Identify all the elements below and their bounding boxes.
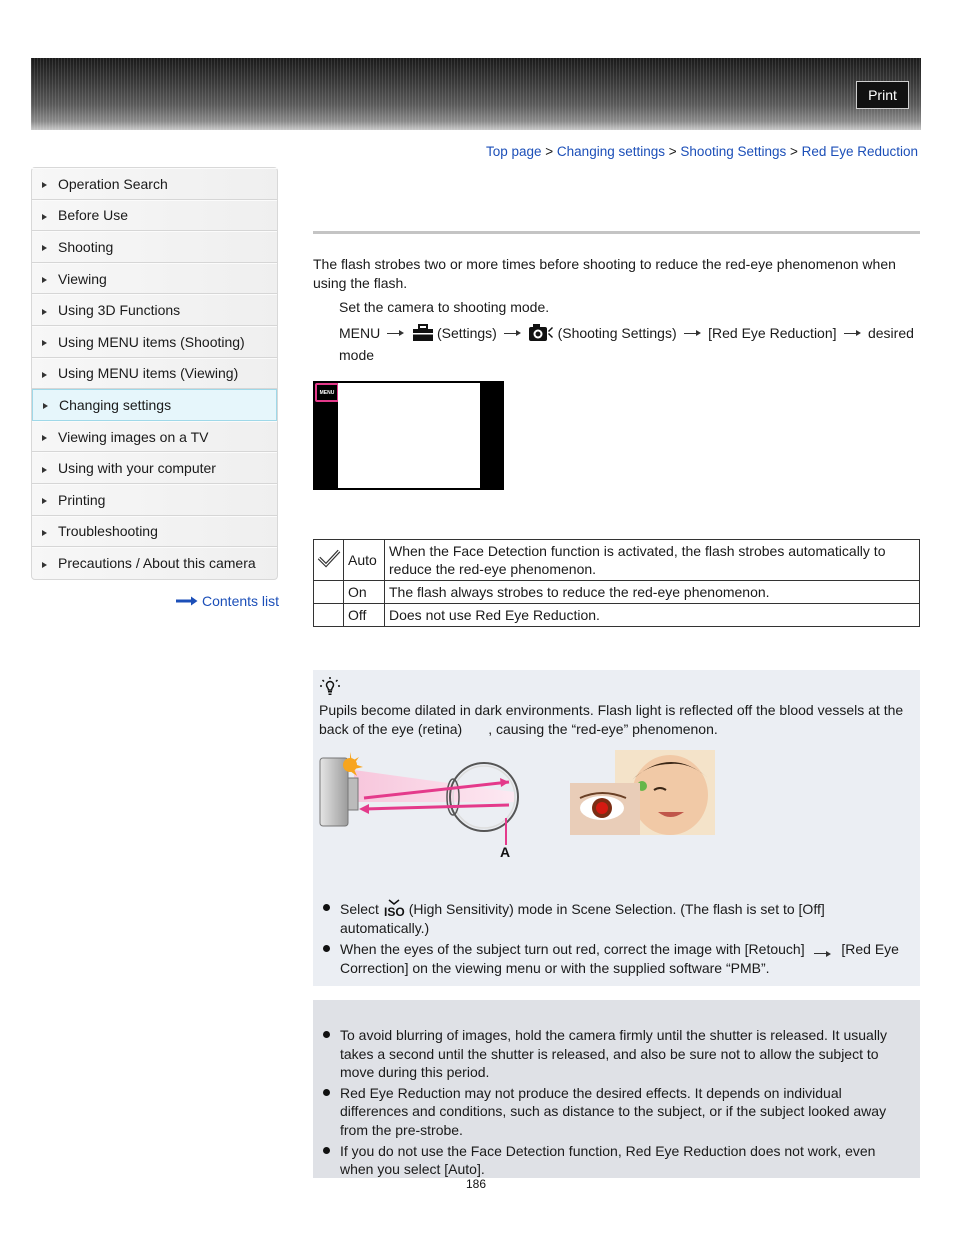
- sidebar-item-viewing-tv[interactable]: [32, 421, 277, 453]
- sidebar-item-label: Troubleshooting: [58, 523, 158, 540]
- sidebar-item-menu-shooting[interactable]: [32, 326, 277, 358]
- sidebar-item-before-use[interactable]: [32, 200, 277, 232]
- breadcrumb: [486, 144, 918, 159]
- sidebar-item-label: Using MENU items (Viewing): [58, 365, 239, 382]
- camera-screen-illustration: [313, 381, 504, 490]
- sidebar-item-menu-viewing[interactable]: [32, 358, 277, 390]
- option-description: The flash always strobes to reduce the red-eye phenomenon.: [385, 581, 920, 604]
- arrow-right-icon: [42, 182, 47, 188]
- intro-text: The flash strobes two or more times before shooting to reduce the red-eye phenomenon when using the flash.: [313, 256, 896, 291]
- arrow-right-icon: [504, 330, 521, 336]
- sidebar-item-3d-functions[interactable]: [32, 294, 277, 326]
- sidebar-item-printing[interactable]: [32, 484, 277, 516]
- option-name: Off: [344, 604, 385, 627]
- camera-settings-icon: [528, 323, 554, 343]
- hint-bullet-list: [319, 899, 909, 980]
- iso-high-sensitivity-icon: [383, 899, 405, 917]
- arrow-right-icon: [844, 330, 861, 336]
- list-item: Select ISO (High Sensitivity) mode in Scene Selection. (The flash is set to [Off] automatically.): [319, 899, 909, 938]
- arrow-right-icon: [42, 214, 47, 220]
- sidebar-item-label: Printing: [58, 491, 106, 508]
- breadcrumb-shooting-settings[interactable]: Shooting Settings: [680, 144, 787, 159]
- arrow-right-icon: [42, 277, 47, 283]
- sidebar-item-label: Using MENU items (Shooting): [58, 333, 245, 350]
- arrow-right-icon: [42, 435, 47, 441]
- contents-list-label: Contents list: [202, 593, 280, 609]
- child-face-image: [570, 750, 715, 845]
- sidebar-item-shooting[interactable]: [32, 231, 277, 263]
- checkmark-icon: [317, 548, 341, 568]
- breadcrumb-separator: >: [668, 144, 677, 159]
- arrow-right-icon: [43, 403, 48, 409]
- arrow-right-icon: [42, 467, 47, 473]
- options-table: [313, 539, 920, 627]
- sidebar-item-viewing[interactable]: [32, 263, 277, 295]
- settings-label: (Settings): [436, 325, 497, 341]
- notes-list: [319, 1026, 909, 1181]
- option-name: On: [344, 581, 385, 604]
- list-item: Red Eye Reduction may not produce the desired effects. It depends on individual differences and conditions, such as distance to the subject, or if the subject looked away from the pre-strobe.: [319, 1084, 909, 1140]
- step-1-text: Set the camera to shooting mode.: [339, 299, 550, 315]
- sidebar-item-label: Operation Search: [58, 175, 168, 192]
- breadcrumb-separator: >: [545, 144, 554, 159]
- table-row: [314, 581, 920, 604]
- step-2-instructions: [339, 322, 914, 366]
- sidebar-item-troubleshooting[interactable]: [32, 516, 277, 548]
- mode-label: mode: [339, 347, 375, 363]
- breadcrumb-red-eye-reduction[interactable]: Red Eye Reduction: [801, 144, 918, 159]
- sidebar-item-computer[interactable]: [32, 452, 277, 484]
- arrow-right-icon: [42, 340, 47, 346]
- sidebar-item-label: Using with your computer: [58, 460, 216, 477]
- desired-label: desired: [867, 325, 914, 341]
- notes-box: [313, 1000, 920, 1178]
- hint-text: Pupils become dilated in dark environments. Flash light is reflected off the blood vessels at the back of the eye (retina) , causing the “red-eye” phenomenon.: [319, 702, 904, 737]
- arrow-right-icon: [387, 330, 404, 336]
- header-bar: [31, 58, 921, 130]
- sidebar-item-label: Viewing images on a TV: [58, 428, 209, 445]
- sidebar-item-label: Changing settings: [59, 396, 172, 413]
- title-divider: [313, 231, 920, 234]
- arrow-right-icon: [42, 309, 47, 315]
- option-description: Does not use Red Eye Reduction.: [385, 604, 920, 627]
- red-eye-example-photos: [570, 750, 715, 845]
- shooting-settings-label: (Shooting Settings): [557, 325, 677, 341]
- breadcrumb-top-page[interactable]: Top page: [485, 144, 542, 159]
- lightbulb-icon: [319, 676, 341, 698]
- table-row: [314, 540, 920, 581]
- arrow-right-icon: [42, 562, 47, 568]
- list-item: When the eyes of the subject turn out red, correct the image with [Retouch] [Red Eye Correction] on the viewing menu or with the supplied software “PMB”.: [319, 940, 909, 978]
- arrow-right-icon: [684, 330, 701, 336]
- arrow-right-icon: [176, 596, 198, 606]
- menu-button-highlight: MENU: [315, 383, 339, 402]
- red-eye-diagram: [319, 750, 529, 860]
- sidebar-item-changing-settings[interactable]: [32, 389, 277, 421]
- svg-text:ISO: ISO: [383, 905, 405, 917]
- menu-label: MENU: [339, 325, 381, 341]
- contents-list-link[interactable]: [176, 593, 279, 609]
- arrow-right-icon: [814, 951, 831, 957]
- list-item: To avoid blurring of images, hold the camera firmly until the shutter is released. It usually takes a second until the shutter is released, and also be sure not to allow the subject to move during this period.: [319, 1026, 909, 1082]
- empty-cell: [314, 581, 344, 604]
- sidebar-item-operation-search[interactable]: [32, 168, 277, 200]
- hint-box: [313, 670, 920, 986]
- arrow-right-icon: [42, 372, 47, 378]
- sidebar-item-label: Precautions / About this camera: [58, 555, 256, 572]
- empty-cell: [314, 604, 344, 627]
- table-row: [314, 604, 920, 627]
- screen-display-area: [338, 383, 480, 488]
- sidebar-item-precautions[interactable]: [32, 547, 277, 579]
- sidebar-item-label: Shooting: [58, 238, 114, 255]
- page-number: 186: [466, 1177, 487, 1191]
- toolbox-icon: [412, 324, 434, 342]
- sidebar-nav: [31, 167, 278, 580]
- option-description: When the Face Detection function is activated, the flash strobes automatically to reduce the red-eye phenomenon.: [385, 540, 920, 581]
- sidebar-item-label: Before Use: [58, 207, 129, 224]
- list-item: If you do not use the Face Detection function, Red Eye Reduction does not work, even when you select [Auto].: [319, 1142, 909, 1179]
- red-eye-item-label: [Red Eye Reduction]: [708, 325, 837, 341]
- svg-text:A: A: [500, 844, 511, 860]
- option-name: Auto: [344, 540, 385, 581]
- arrow-right-icon: [42, 530, 47, 536]
- default-check-cell: [314, 540, 344, 581]
- arrow-right-icon: [42, 245, 47, 251]
- breadcrumb-changing-settings[interactable]: Changing settings: [556, 144, 665, 159]
- print-button[interactable]: Print: [856, 81, 909, 109]
- sidebar-item-label: Viewing: [58, 270, 107, 287]
- arrow-right-icon: [42, 498, 47, 504]
- sidebar-item-label: Using 3D Functions: [58, 302, 181, 319]
- breadcrumb-separator: >: [790, 144, 798, 159]
